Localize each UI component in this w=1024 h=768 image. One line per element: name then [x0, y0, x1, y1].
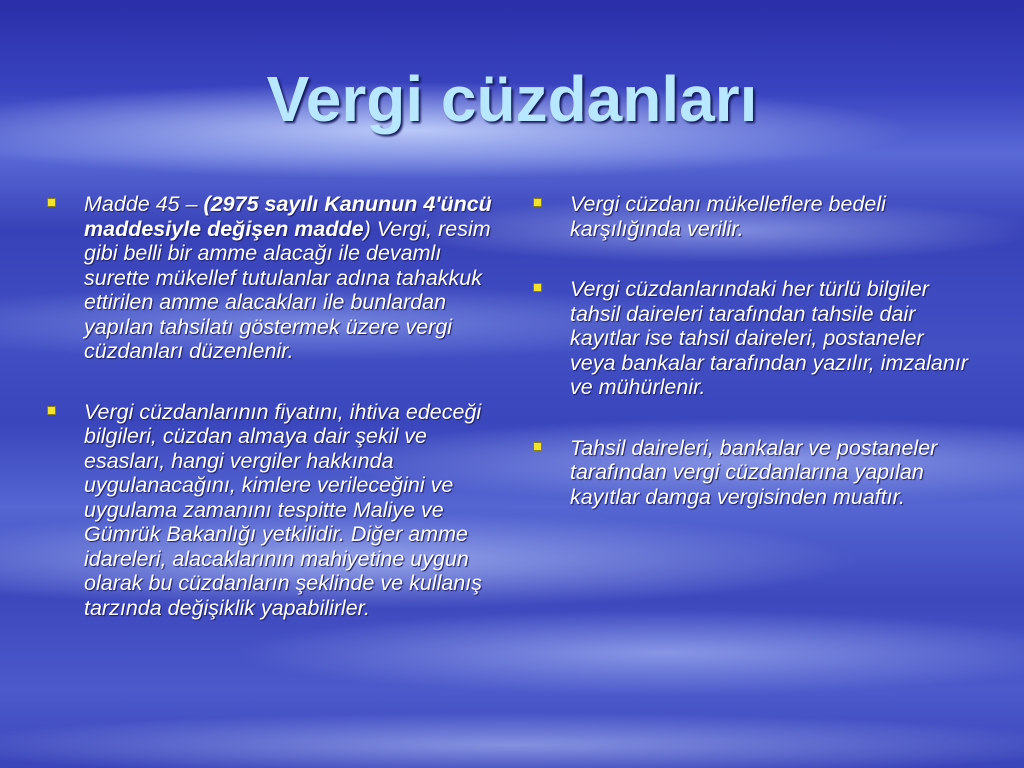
left-bullet-list [44, 192, 496, 656]
bullet-text [84, 192, 496, 364]
square-bullet-icon [533, 198, 542, 207]
amendment-note: (2975 sayılı Kanunun 4'üncü maddesiyle değişen madde [84, 192, 492, 241]
bullet-item-damga [530, 436, 970, 510]
bullet-text: Vergi cüzdanlarının fiyatını, ihtiva edeceği bilgileri, cüzdan almaya dair şekil ve esasları, hangi vergiler hakkında uygulanacağını, kimlere verileceğini ve uygulama zamanını tespitte Maliye ve Gümrük Bakanlığı yetkilidir. Diğer amme idareleri, alacaklarının mahiyetine uygun olarak bu cüzdanların şeklinde ve kullanış tarzında değişiklik yapabilirler. [84, 399, 482, 620]
square-bullet-icon [533, 283, 542, 292]
bullet-text: Vergi cüzdanlarındaki her türlü bilgiler tahsil daireleri tarafından tahsile dair kayıtlar ise tahsil daireleri, postaneler veya bankalar tarafından yazılır, imzalanır ve mühürlenir. [570, 277, 968, 399]
slide-title: Vergi cüzdanları [266, 63, 758, 135]
square-bullet-icon [533, 442, 542, 451]
bullet-text: Tahsil daireleri, bankalar ve postaneler tarafından vergi cüzdanlarına yapılan kayıtlar damga vergisinden muaftır. [570, 435, 938, 509]
bullet-item-madde-45 [44, 192, 496, 364]
right-bullet-list [530, 192, 970, 545]
bullet-item-bedel [530, 192, 970, 241]
square-bullet-icon [47, 198, 56, 207]
bullet-item-kayitlar [530, 277, 970, 400]
article-body: ) Vergi, resim gibi belli bir amme alacağı ile devamlı surette mükellef tutulanlar adına tahakkuk ettirilen amme alacakları ile bunlardan yapılan tahsilatı göstermek üzere vergi cüzdanları düzenlenir. [84, 216, 491, 363]
bullet-item-fiyat [44, 400, 496, 621]
article-reference: Madde 45 – [84, 192, 204, 216]
bullet-text: Vergi cüzdanı mükelleflere bedeli karşılığında verilir. [570, 192, 886, 241]
square-bullet-icon [47, 406, 56, 415]
